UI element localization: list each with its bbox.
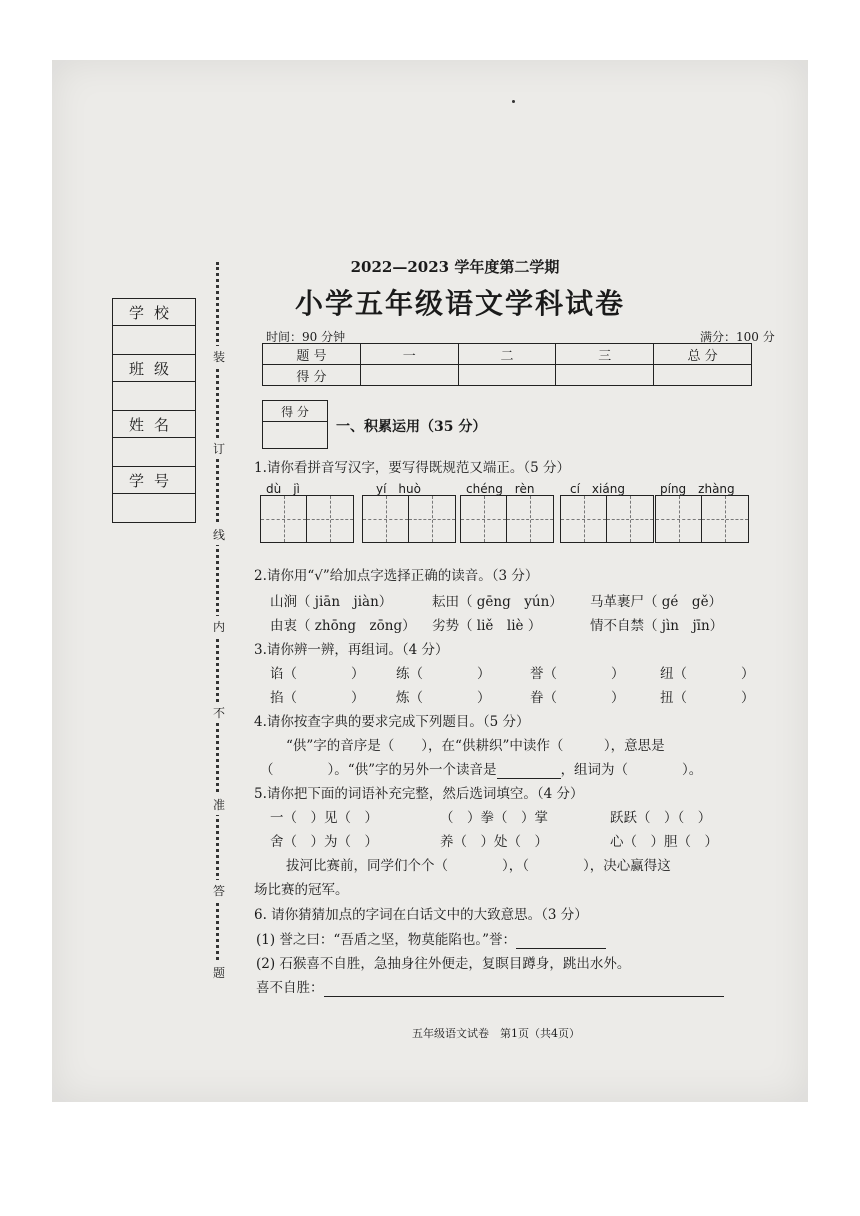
reading-option[interactable]: 山涧（ jiān jiàn）: [270, 594, 393, 610]
full-score: 满分：100 分: [700, 330, 775, 344]
name-label: 姓名: [113, 411, 196, 438]
word-group-item[interactable]: 炼（ ）: [396, 690, 491, 706]
score-cell[interactable]: [556, 365, 654, 386]
class-field[interactable]: [113, 382, 196, 411]
writing-grid[interactable]: [560, 495, 654, 543]
q5-sentence: 拔河比赛前，同学们个个（ ），（ ），决心赢得这: [286, 858, 671, 874]
score-row-label: 得 分: [263, 365, 361, 386]
exam-time: 时间：90 分钟: [266, 330, 346, 344]
q6-blank-1[interactable]: [516, 932, 606, 949]
q6-item-3: [256, 976, 724, 997]
number-field[interactable]: [113, 494, 196, 523]
question-5: 5.请你把下面的词语补充完整，然后选词填空。（4 分）: [254, 786, 584, 802]
school-label: 学校: [113, 299, 196, 326]
q4-line-2b: ，组词为（ ）。: [560, 762, 703, 778]
idiom-item[interactable]: 跃跃（ ）（ ）: [610, 810, 712, 826]
idiom-item[interactable]: （ ）拳（ ）掌: [440, 810, 548, 826]
question-6: 6. 请你猜猜加点的字词在白话文中的大致意思。（3 分）: [254, 907, 588, 923]
q5-sentence-end: 场比赛的冠军。: [254, 882, 349, 898]
binding-char: 线: [213, 524, 225, 545]
page-footer: 五年级语文试卷 第1页（共4页）: [412, 1027, 580, 1040]
q6-item-1: [256, 928, 606, 949]
question-2: 2.请你用“√”给加点字选择正确的读音。（3 分）: [254, 568, 539, 584]
word-group-item[interactable]: 扭（ ）: [660, 690, 755, 706]
score-table: [262, 343, 752, 386]
reading-option[interactable]: 由衷（ zhōng zōng）: [270, 618, 416, 634]
score-header-total: 总 分: [654, 344, 752, 365]
word-group-item[interactable]: 谄（ ）: [270, 666, 365, 682]
writing-grid[interactable]: [260, 495, 354, 543]
scan-speck: [512, 100, 515, 103]
q4-line-1: “供”字的音序是（ ），在“供耕织”中读作（ ），意思是: [286, 738, 665, 754]
section-score-box: [262, 400, 328, 449]
score-cell[interactable]: [458, 365, 556, 386]
score-header-label: 题 号: [263, 344, 361, 365]
idiom-item[interactable]: 一（ ）见（ ）: [270, 810, 378, 826]
pinyin-label: chéng rèn: [466, 482, 535, 496]
school-field[interactable]: [113, 326, 196, 355]
school-year: 2022—2023 学年度第二学期: [350, 258, 560, 276]
class-label: 班级: [113, 355, 196, 382]
writing-grid[interactable]: [362, 495, 456, 543]
q4-line-2: [260, 758, 702, 779]
pinyin-label: dù jì: [266, 482, 300, 496]
score-cell[interactable]: [360, 365, 458, 386]
binding-char: 装: [213, 346, 225, 367]
pinyin-label: píng zhàng: [660, 482, 735, 496]
pinyin-label: cí xiáng: [570, 482, 625, 496]
student-info-table: [112, 298, 196, 523]
writing-grid[interactable]: [460, 495, 554, 543]
word-group-item[interactable]: 誉（ ）: [530, 666, 625, 682]
score-header-2: 二: [458, 344, 556, 365]
reading-option[interactable]: 耘田（ gēng yún）: [432, 594, 563, 610]
section-title: 一、积累运用（35 分）: [336, 419, 487, 435]
q6-blank-2[interactable]: [324, 980, 724, 997]
word-group-item[interactable]: 掐（ ）: [270, 690, 365, 706]
q6-item-2: (2) 石猴喜不自胜，急抽身往外便走，复瞑目蹲身，跳出水外。: [256, 956, 631, 972]
section-score-field[interactable]: [263, 422, 328, 449]
question-1: 1.请你看拼音写汉字，要写得既规范又端正。（5 分）: [254, 460, 571, 476]
idiom-item[interactable]: 心（ ）胆（ ）: [610, 834, 718, 850]
name-field[interactable]: [113, 438, 196, 467]
idiom-item[interactable]: 舍（ ）为（ ）: [270, 834, 378, 850]
reading-option[interactable]: 马革裹尸（ gé gě）: [590, 594, 723, 610]
reading-option[interactable]: 情不自禁（ jìn jīn）: [590, 618, 724, 634]
word-group-item[interactable]: 纽（ ）: [660, 666, 755, 682]
binding-char: 答: [213, 880, 225, 901]
reading-option[interactable]: 劣势（ liě liè ）: [432, 618, 542, 634]
binding-char: 题: [213, 962, 225, 983]
binding-char: 不: [213, 702, 225, 723]
score-header-3: 三: [556, 344, 654, 365]
question-4: 4.请你按查字典的要求完成下列题目。（5 分）: [254, 714, 530, 730]
section-score-label: 得 分: [263, 401, 328, 422]
q4-blank[interactable]: [497, 762, 561, 779]
binding-char: 准: [213, 794, 225, 815]
question-3: 3.请你辨一辨，再组词。（4 分）: [254, 642, 449, 658]
word-group-item[interactable]: 练（ ）: [396, 666, 491, 682]
pinyin-label: yí huò: [376, 482, 421, 496]
score-cell[interactable]: [654, 365, 752, 386]
q6-item-1-text: (1) 誉之曰：“吾盾之坚，物莫能陷也。”誉：: [256, 932, 516, 948]
score-header-1: 一: [360, 344, 458, 365]
exam-title: 小学五年级语文学科试卷: [294, 287, 625, 320]
binding-char: 内: [213, 616, 225, 637]
number-label: 学号: [113, 467, 196, 494]
q4-line-2a: （ ）。“供”字的另外一个读音是: [260, 762, 497, 778]
writing-grid[interactable]: [655, 495, 749, 543]
word-group-item[interactable]: 眷（ ）: [530, 690, 625, 706]
binding-char: 订: [213, 438, 225, 459]
q6-item-3-label: 喜不自胜：: [256, 980, 324, 996]
idiom-item[interactable]: 养（ ）处（ ）: [440, 834, 548, 850]
